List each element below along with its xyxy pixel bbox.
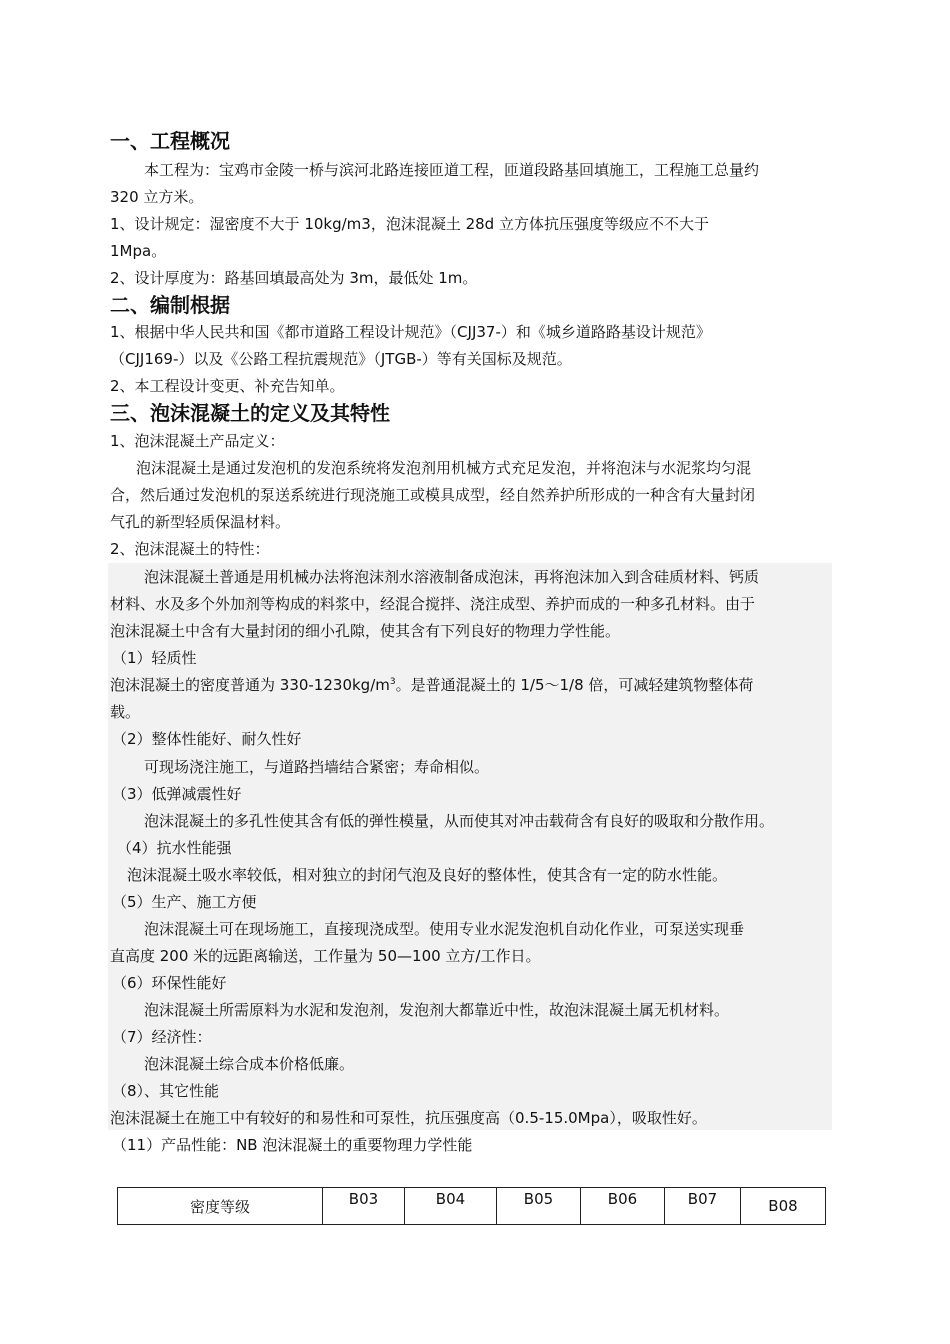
design-requirement-line-1: 1、设计规定：湿密度不大于 10kg/m3，泡沫混凝土 28d 立方体抗压强度等级应不不大于 — [110, 215, 709, 233]
basis-line-3: 2、本工程设计变更、补充告知单。 — [110, 377, 345, 395]
feature-1-title: （1）轻质性 — [112, 649, 197, 667]
definition-line-1: 泡沫混凝土是通过发泡机的发泡系统将发泡剂用机械方式充足发泡，并将泡沫与水泥浆均匀混 — [136, 459, 752, 477]
characteristics-label: 2、泡沫混凝土的特性： — [110, 540, 270, 558]
feature-1-line-2: 载。 — [110, 703, 141, 721]
design-requirement-line-2: 1Mpa。 — [110, 242, 167, 260]
basis-line-1: 1、根据中华人民共和国《都市道路工程设计规范》（CJJ37-）和《城乡道路路基设计规范》 — [110, 323, 711, 341]
feature-11-title: （11）产品性能：NB 泡沫混凝土的重要物理力学性能 — [112, 1136, 473, 1154]
feature-6-title: （6）环保性能好 — [112, 974, 227, 992]
density-grade-header: 密度等级 — [118, 1188, 323, 1225]
feature-7-title: （7）经济性： — [112, 1028, 212, 1046]
feature-5-line-1: 泡沫混凝土可在现场施工，直接现浇成型。使用专业水泥发泡机自动化作业，可泵送实现垂 — [144, 920, 745, 938]
feature-4-text: 泡沫混凝土吸水率较低，相对独立的封闭气泡及良好的整体性，使其含有一定的防水性能。 — [127, 866, 728, 884]
overview-text-line-2: 320 立方米。 — [110, 188, 204, 206]
basis-line-2: （CJJ169-）以及《公路工程抗震规范》（JTGB-）等有关国标及规范。 — [110, 350, 572, 368]
grade-cell: B03 — [323, 1188, 405, 1225]
feature-3-text: 泡沫混凝土的多孔性使其含有低的弹性模量，从而使其对冲击载荷含有良好的吸取和分散作用。 — [144, 812, 775, 830]
overview-text-line-1: 本工程为：宝鸡市金陵一桥与滨河北路连接匝道工程，匝道段路基回填施工，工程施工总量约 — [144, 161, 760, 179]
definition-line-2: 合，然后通过发泡机的泵送系统进行现浇施工或模具成型，经自然养护所形成的一种含有大量封闭 — [110, 486, 756, 504]
characteristics-line-1: 泡沫混凝土普通是用机械办法将泡沫剂水溶液制备成泡沫，再将泡沫加入到含硅质材料、钙质 — [144, 568, 760, 586]
feature-6-text: 泡沫混凝土所需原料为水泥和发泡剂，发泡剂大都靠近中性，故泡沫混凝土属无机材料。 — [144, 1001, 730, 1019]
definition-label: 1、泡沫混凝土产品定义： — [110, 432, 285, 450]
design-thickness-line: 2、设计厚度为：路基回填最高处为 3m，最低处 1m。 — [110, 269, 478, 287]
feature-5-line-2: 直高度 200 米的远距离输送，工作量为 50—100 立方/工作日。 — [110, 947, 541, 965]
feature-1-line-1: 泡沫混凝土的密度普通为 $330-1230kg/m^3$。是普通混凝土的 1/5～1/8 倍，可减轻建筑物整体荷 — [110, 676, 754, 694]
feature-8-title: （8）、其它性能 — [112, 1082, 220, 1100]
grade-cell: B06 — [581, 1188, 665, 1225]
grade-cell: B04 — [405, 1188, 497, 1225]
grade-cell: B05 — [497, 1188, 581, 1225]
feature-4-title: （4）抗水性能强 — [117, 839, 232, 857]
section-title-basis: 二、编制根据 — [110, 293, 230, 317]
grade-cell: B07 — [665, 1188, 741, 1225]
feature-8-text: 泡沫混凝土在施工中有较好的和易性和可泵性，抗压强度高（0.5-15.0Mpa），吸取性好。 — [110, 1109, 707, 1127]
characteristics-line-3: 泡沫混凝土中含有大量封闭的细小孔隙，使其含有下列良好的物理力学性能。 — [110, 622, 621, 640]
section-title-overview: 一、工程概况 — [110, 129, 230, 153]
grade-cell: B08 — [741, 1188, 826, 1225]
table-row — [118, 1188, 826, 1225]
definition-line-3: 气孔的新型轻质保温材料。 — [110, 513, 291, 531]
feature-5-title: （5）生产、施工方便 — [112, 893, 257, 911]
feature-3-title: （3）低弹减震性好 — [112, 785, 242, 803]
feature-2-title: （2）整体性能好、耐久性好 — [112, 730, 302, 748]
feature-7-text: 泡沫混凝土综合成本价格低廉。 — [144, 1055, 355, 1073]
density-grade-table — [117, 1187, 826, 1225]
feature-2-text: 可现场浇注施工，与道路挡墙结合紧密；寿命相似。 — [144, 758, 490, 776]
characteristics-line-2: 材料、水及多个外加剂等构成的料浆中，经混合搅拌、浇注成型、养护而成的一种多孔材料。由于 — [110, 595, 756, 613]
section-title-foam-concrete: 三、泡沫混凝土的定义及其特性 — [110, 401, 390, 425]
